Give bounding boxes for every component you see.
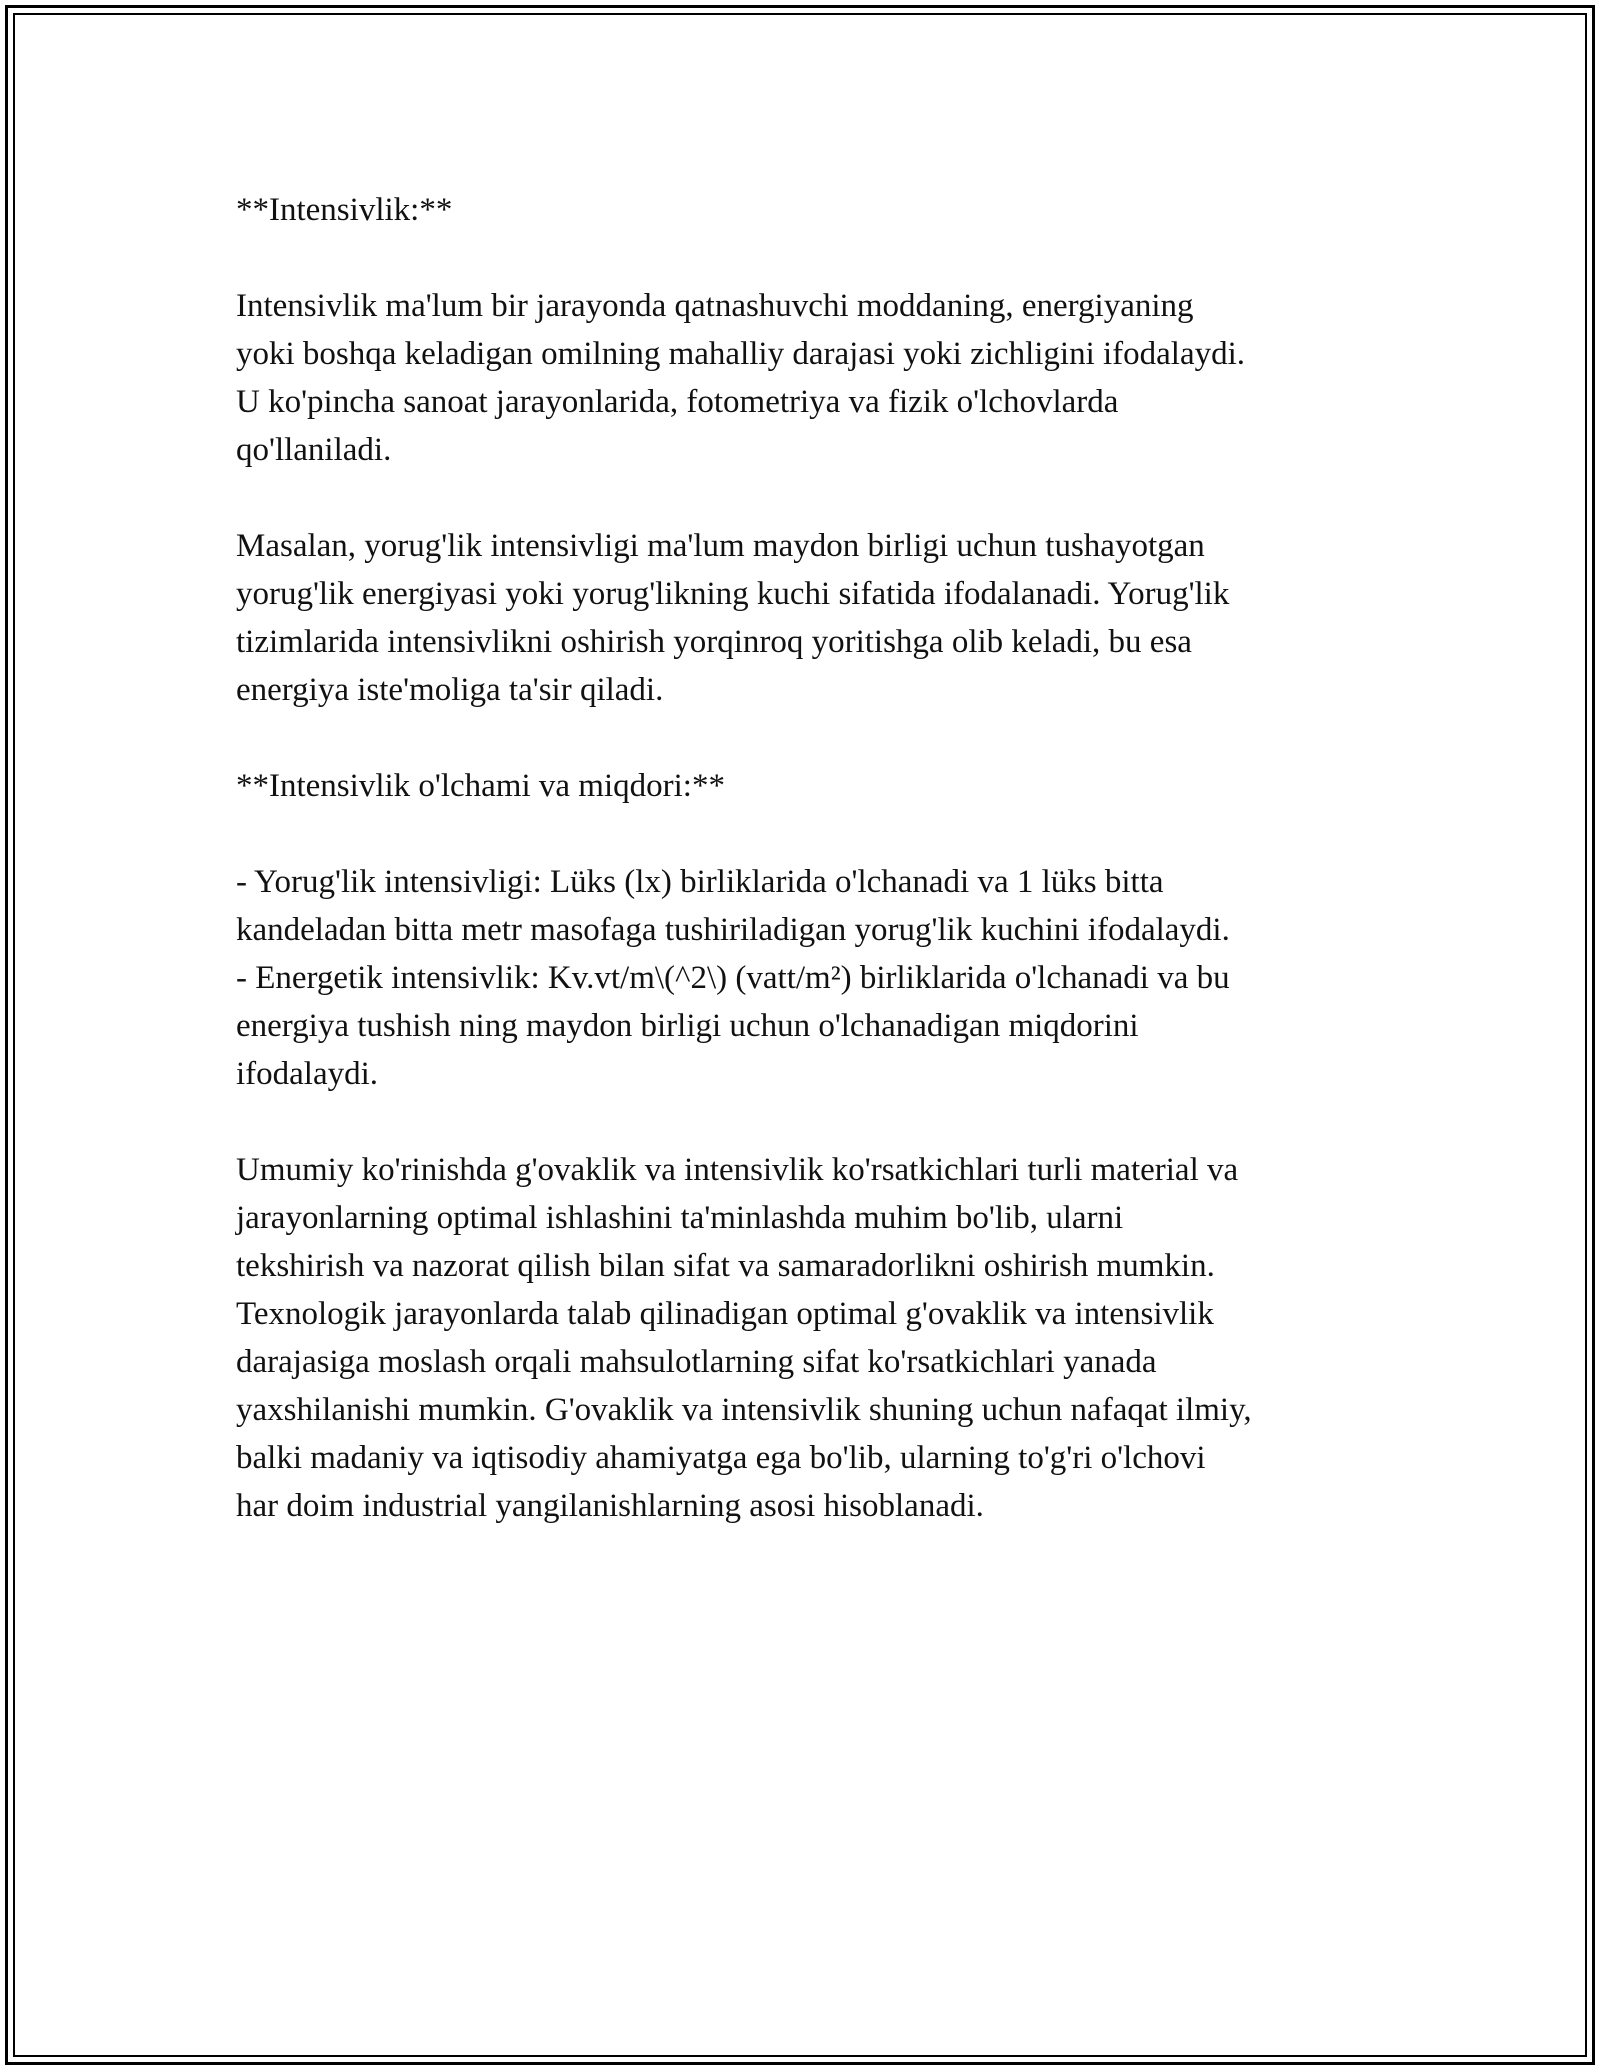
paragraph-example: Masalan, yorug'lik intensivligi ma'lum maydon birligi uchun tushayotgan yorug'lik energiyasi yoki yorug'likning kuchi sifatida ifodalanadi. Yorug'lik tizimlarida intensivlikni oshirish yorqinroq yoritishga olib keladi, bu esa energiya iste'moliga ta'sir qiladi. [236, 528, 1230, 708]
paragraph-conclusion: Umumiy ko'rinishda g'ovaklik va intensivlik ko'rsatkichlari turli material va jarayonlarning optimal ishlashini ta'minlashda muhim bo'lib, ularni tekshirish va nazorat qilish bilan sifat va samaradorlikni oshirish mumkin. Texnologik jarayonlarda talab qilinadigan optimal g'ovaklik va intensivlik darajasiga moslash orqali mahsulotlarning sifat ko'rsatkichlari yanada yaxshilanishi mumkin. G'ovaklik va intensivlik shuning uchun nafaqat ilmiy, balki madaniy va iqtisodiy ahamiyatga ega bo'lib, ularning to'g'ri o'lchovi har doim industrial yangilanishlarning asosi hisoblanadi. [236, 1152, 1252, 1524]
document-body [236, 186, 1396, 1578]
section-heading-intensivlik: **Intensivlik:** [236, 192, 453, 228]
list-item-light-intensity: - Yorug'lik intensivligi: Lüks (lx) birliklarida o'lchanadi va 1 lüks bitta kandeladan bitta metr masofaga tushiriladigan yorug'lik kuchini ifodalaydi. [236, 864, 1230, 948]
section-heading-measurement: **Intensivlik o'lchami va miqdori:** [236, 768, 725, 804]
paragraph-definition: Intensivlik ma'lum bir jarayonda qatnashuvchi moddaning, energiyaning yoki boshqa keladigan omilning mahalliy darajasi yoki zichligini ifodalaydi. U ko'pincha sanoat jarayonlarida, fotometriya va fizik o'lchovlarda qo'llaniladi. [236, 288, 1246, 468]
list-item-energy-intensity: - Energetik intensivlik: Kv.vt/m\(^2\) (vatt/m²) birliklarida o'lchanadi va bu energiya tushish ning maydon birligi uchun o'lchanadigan miqdorini ifodalaydi. [236, 960, 1230, 1092]
